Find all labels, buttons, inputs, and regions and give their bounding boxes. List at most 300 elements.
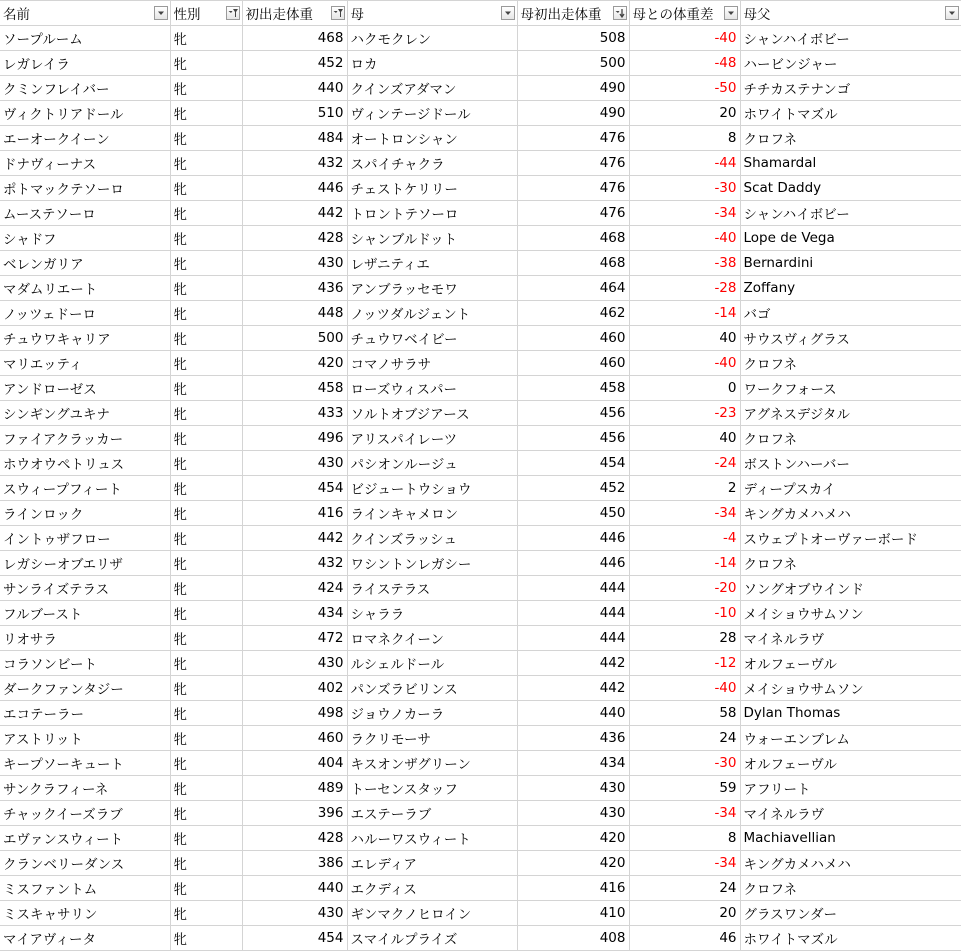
cell-sex[interactable]: 牝 [170,126,242,151]
table-row [0,651,961,676]
cell-weight-diff[interactable]: 8 [629,126,740,151]
cell-dam-debut-weight[interactable]: 476 [517,151,629,176]
cell-dam[interactable]: エレディア [347,851,517,876]
cell-debut-weight[interactable]: 489 [242,776,347,801]
cell-weight-diff[interactable]: -40 [629,351,740,376]
header-broodmare-sire[interactable] [740,1,961,26]
cell-broodmare-sire[interactable]: クロフネ [740,876,961,901]
cell-debut-weight[interactable]: 496 [242,426,347,451]
header-dam-debut-weight[interactable] [517,1,629,26]
cell-dam-debut-weight[interactable]: 490 [517,101,629,126]
cell-debut-weight[interactable]: 433 [242,401,347,426]
cell-debut-weight[interactable]: 428 [242,226,347,251]
cell-sex[interactable]: 牝 [170,376,242,401]
cell-broodmare-sire[interactable]: Machiavellian [740,826,961,851]
cell-dam[interactable]: パシオンルージュ [347,451,517,476]
cell-dam[interactable]: クインズアダマン [347,76,517,101]
cell-dam-debut-weight[interactable]: 446 [517,551,629,576]
cell-dam-debut-weight[interactable]: 442 [517,651,629,676]
cell-weight-diff[interactable]: -10 [629,601,740,626]
cell-broodmare-sire[interactable]: Bernardini [740,251,961,276]
cell-name[interactable]: チャックイーズラブ [0,801,170,826]
cell-name[interactable]: キープソーキュート [0,751,170,776]
cell-sex[interactable]: 牝 [170,776,242,801]
cell-weight-diff[interactable]: -14 [629,301,740,326]
cell-weight-diff[interactable]: -4 [629,526,740,551]
table-row [0,51,961,76]
cell-dam[interactable]: スマイルプライズ [347,926,517,951]
cell-weight-diff[interactable]: -44 [629,151,740,176]
cell-name[interactable]: エーオークイーン [0,126,170,151]
header-label: 母初出走体重 [520,7,602,23]
cell-debut-weight[interactable]: 430 [242,251,347,276]
filter-dropdown-icon[interactable] [154,6,168,20]
cell-name[interactable]: ドナヴィーナス [0,151,170,176]
cell-debut-weight[interactable]: 420 [242,351,347,376]
table-row [0,776,961,801]
cell-sex[interactable]: 牝 [170,601,242,626]
filter-dropdown-icon[interactable] [501,6,515,20]
cell-sex[interactable]: 牝 [170,301,242,326]
cell-debut-weight[interactable]: 460 [242,726,347,751]
cell-dam-debut-weight[interactable]: 476 [517,126,629,151]
cell-name[interactable]: マダムリエート [0,276,170,301]
cell-dam-debut-weight[interactable]: 430 [517,776,629,801]
cell-name[interactable]: ソープルーム [0,26,170,51]
cell-dam-debut-weight[interactable]: 462 [517,301,629,326]
cell-debut-weight[interactable]: 442 [242,201,347,226]
cell-debut-weight[interactable]: 454 [242,926,347,951]
cell-debut-weight[interactable]: 510 [242,101,347,126]
cell-weight-diff[interactable]: -50 [629,76,740,101]
cell-dam[interactable]: ラインキャメロン [347,501,517,526]
cell-dam-debut-weight[interactable]: 476 [517,176,629,201]
cell-dam-debut-weight[interactable]: 460 [517,326,629,351]
cell-weight-diff[interactable]: 46 [629,926,740,951]
cell-dam[interactable]: エクディス [347,876,517,901]
cell-name[interactable]: ファイアクラッカー [0,426,170,451]
cell-sex[interactable]: 牝 [170,726,242,751]
cell-debut-weight[interactable]: 416 [242,501,347,526]
cell-sex[interactable]: 牝 [170,701,242,726]
cell-sex[interactable]: 牝 [170,676,242,701]
cell-broodmare-sire[interactable]: ホワイトマズル [740,926,961,951]
cell-weight-diff[interactable]: -28 [629,276,740,301]
cell-name[interactable]: サンクラフィーネ [0,776,170,801]
cell-sex[interactable]: 牝 [170,451,242,476]
cell-name[interactable]: コラソンビート [0,651,170,676]
cell-dam[interactable]: エステーラブ [347,801,517,826]
cell-dam-debut-weight[interactable]: 436 [517,726,629,751]
cell-dam-debut-weight[interactable]: 476 [517,201,629,226]
cell-dam-debut-weight[interactable]: 500 [517,51,629,76]
cell-sex[interactable]: 牝 [170,876,242,901]
table-row [0,251,961,276]
cell-dam-debut-weight[interactable]: 416 [517,876,629,901]
cell-sex[interactable]: 牝 [170,851,242,876]
cell-weight-diff[interactable]: -40 [629,676,740,701]
cell-debut-weight[interactable]: 386 [242,851,347,876]
table-row [0,526,961,551]
cell-broodmare-sire[interactable]: Dylan Thomas [740,701,961,726]
cell-dam-debut-weight[interactable]: 468 [517,251,629,276]
cell-debut-weight[interactable]: 404 [242,751,347,776]
cell-dam[interactable]: ヴィンテージドール [347,101,517,126]
table-row [0,76,961,101]
cell-broodmare-sire[interactable]: クロフネ [740,551,961,576]
table-row [0,451,961,476]
cell-name[interactable]: スウィープフィート [0,476,170,501]
cell-debut-weight[interactable]: 396 [242,801,347,826]
cell-broodmare-sire[interactable]: ワークフォース [740,376,961,401]
cell-broodmare-sire[interactable]: Zoffany [740,276,961,301]
cell-sex[interactable]: 牝 [170,576,242,601]
cell-weight-diff[interactable]: -34 [629,201,740,226]
cell-broodmare-sire[interactable]: グラスワンダー [740,901,961,926]
cell-dam-debut-weight[interactable]: 460 [517,351,629,376]
filter-dropdown-icon[interactable] [724,6,738,20]
cell-debut-weight[interactable]: 424 [242,576,347,601]
cell-debut-weight[interactable]: 428 [242,826,347,851]
cell-dam[interactable]: チェストケリリー [347,176,517,201]
header-label: 名前 [3,7,30,23]
cell-weight-diff[interactable]: 8 [629,826,740,851]
table-row [0,626,961,651]
cell-sex[interactable]: 牝 [170,426,242,451]
cell-dam-debut-weight[interactable]: 442 [517,676,629,701]
cell-dam[interactable]: クインズラッシュ [347,526,517,551]
cell-name[interactable]: イントゥザフロー [0,526,170,551]
cell-dam-debut-weight[interactable]: 456 [517,426,629,451]
cell-weight-diff[interactable]: -12 [629,651,740,676]
cell-dam[interactable]: ロマネクイーン [347,626,517,651]
cell-broodmare-sire[interactable]: チチカステナンゴ [740,76,961,101]
cell-debut-weight[interactable]: 442 [242,526,347,551]
table-row [0,426,961,451]
table-row [0,701,961,726]
cell-dam[interactable]: アンブラッセモワ [347,276,517,301]
cell-dam[interactable]: ジョウノカーラ [347,701,517,726]
cell-dam[interactable]: ビジュートウショウ [347,476,517,501]
cell-dam-debut-weight[interactable]: 446 [517,526,629,551]
cell-sex[interactable]: 牝 [170,326,242,351]
cell-name[interactable]: シャドフ [0,226,170,251]
cell-weight-diff[interactable]: -38 [629,251,740,276]
cell-debut-weight[interactable]: 458 [242,376,347,401]
cell-name[interactable]: ベレンガリア [0,251,170,276]
cell-weight-diff[interactable]: 2 [629,476,740,501]
cell-dam[interactable]: ライステラス [347,576,517,601]
cell-debut-weight[interactable]: 430 [242,451,347,476]
cell-sex[interactable]: 牝 [170,826,242,851]
cell-dam-debut-weight[interactable]: 444 [517,601,629,626]
table-row [0,801,961,826]
cell-broodmare-sire[interactable]: バゴ [740,301,961,326]
header-dam[interactable] [347,1,517,26]
cell-weight-diff[interactable]: 20 [629,101,740,126]
header-row [0,1,961,26]
cell-debut-weight[interactable]: 500 [242,326,347,351]
cell-broodmare-sire[interactable]: オルフェーヴル [740,651,961,676]
cell-weight-diff[interactable]: -30 [629,751,740,776]
cell-sex[interactable]: 牝 [170,651,242,676]
cell-debut-weight[interactable]: 498 [242,701,347,726]
cell-sex[interactable]: 牝 [170,176,242,201]
cell-broodmare-sire[interactable]: キングカメハメハ [740,501,961,526]
cell-debut-weight[interactable]: 448 [242,301,347,326]
cell-broodmare-sire[interactable]: メイショウサムソン [740,676,961,701]
header-sex[interactable] [170,1,242,26]
cell-weight-diff[interactable]: 24 [629,726,740,751]
cell-debut-weight[interactable]: 484 [242,126,347,151]
cell-name[interactable]: ノッツェドーロ [0,301,170,326]
cell-debut-weight[interactable]: 402 [242,676,347,701]
cell-sex[interactable]: 牝 [170,251,242,276]
cell-debut-weight[interactable]: 440 [242,76,347,101]
cell-broodmare-sire[interactable]: シャンハイボビー [740,26,961,51]
cell-dam[interactable]: ノッツダルジェント [347,301,517,326]
cell-broodmare-sire[interactable]: スウェプトオーヴァーボード [740,526,961,551]
cell-dam-debut-weight[interactable]: 468 [517,226,629,251]
cell-sex[interactable]: 牝 [170,501,242,526]
cell-weight-diff[interactable]: -20 [629,576,740,601]
cell-sex[interactable]: 牝 [170,626,242,651]
table-row [0,276,961,301]
cell-dam-debut-weight[interactable]: 410 [517,901,629,926]
cell-debut-weight[interactable]: 454 [242,476,347,501]
cell-debut-weight[interactable]: 468 [242,26,347,51]
header-label: 母父 [743,7,771,23]
cell-broodmare-sire[interactable]: ソングオブウインド [740,576,961,601]
cell-sex[interactable]: 牝 [170,226,242,251]
cell-sex[interactable]: 牝 [170,801,242,826]
cell-sex[interactable]: 牝 [170,26,242,51]
cell-weight-diff[interactable]: -34 [629,851,740,876]
cell-name[interactable]: アンドローゼス [0,376,170,401]
cell-weight-diff[interactable]: -40 [629,26,740,51]
cell-broodmare-sire[interactable]: サウスヴィグラス [740,326,961,351]
cell-name[interactable]: シンギングユキナ [0,401,170,426]
cell-dam[interactable]: ハクモクレン [347,26,517,51]
cell-broodmare-sire[interactable]: クロフネ [740,426,961,451]
cell-broodmare-sire[interactable]: Scat Daddy [740,176,961,201]
cell-dam-debut-weight[interactable]: 440 [517,701,629,726]
cell-name[interactable]: マイアヴィータ [0,926,170,951]
cell-name[interactable]: エヴァンスウィート [0,826,170,851]
cell-weight-diff[interactable]: 59 [629,776,740,801]
header-name[interactable] [0,1,170,26]
cell-broodmare-sire[interactable]: オルフェーヴル [740,751,961,776]
cell-weight-diff[interactable]: 0 [629,376,740,401]
cell-dam[interactable]: ロカ [347,51,517,76]
table-row [0,476,961,501]
cell-sex[interactable]: 牝 [170,101,242,126]
cell-name[interactable]: ポトマックテソーロ [0,176,170,201]
cell-sex[interactable]: 牝 [170,51,242,76]
cell-name[interactable]: エコテーラー [0,701,170,726]
cell-dam-debut-weight[interactable]: 444 [517,576,629,601]
cell-dam[interactable]: パンズラビリンス [347,676,517,701]
table-row [0,326,961,351]
filter-applied-icon[interactable] [331,6,345,20]
cell-weight-diff[interactable]: 40 [629,326,740,351]
filter-applied-icon[interactable] [226,6,240,20]
cell-weight-diff[interactable]: 40 [629,426,740,451]
cell-broodmare-sire[interactable]: ボストンハーバー [740,451,961,476]
table-row [0,551,961,576]
cell-broodmare-sire[interactable]: マイネルラヴ [740,626,961,651]
cell-dam-debut-weight[interactable]: 508 [517,26,629,51]
cell-broodmare-sire[interactable]: ディープスカイ [740,476,961,501]
cell-debut-weight[interactable]: 436 [242,276,347,301]
cell-weight-diff[interactable]: -14 [629,551,740,576]
cell-broodmare-sire[interactable]: ウォーエンブレム [740,726,961,751]
cell-weight-diff[interactable]: -34 [629,801,740,826]
cell-broodmare-sire[interactable]: クロフネ [740,351,961,376]
cell-weight-diff[interactable]: -24 [629,451,740,476]
header-debut-weight[interactable] [242,1,347,26]
cell-weight-diff[interactable]: 58 [629,701,740,726]
cell-sex[interactable]: 牝 [170,401,242,426]
cell-broodmare-sire[interactable]: クロフネ [740,126,961,151]
cell-weight-diff[interactable]: 28 [629,626,740,651]
cell-sex[interactable]: 牝 [170,901,242,926]
cell-name[interactable]: レガレイラ [0,51,170,76]
cell-weight-diff[interactable]: -34 [629,501,740,526]
cell-name[interactable]: アストリット [0,726,170,751]
cell-broodmare-sire[interactable]: マイネルラヴ [740,801,961,826]
cell-dam[interactable]: ハルーワスウィート [347,826,517,851]
cell-sex[interactable]: 牝 [170,926,242,951]
cell-name[interactable]: リオサラ [0,626,170,651]
cell-name[interactable]: レガシーオブエリザ [0,551,170,576]
cell-dam[interactable]: コマノサラサ [347,351,517,376]
cell-name[interactable]: サンライズテラス [0,576,170,601]
sort-descending-icon[interactable] [613,6,627,20]
cell-dam[interactable]: ギンマクノヒロイン [347,901,517,926]
cell-broodmare-sire[interactable]: ホワイトマズル [740,101,961,126]
table-row [0,501,961,526]
header-label: 性別 [173,7,201,23]
cell-name[interactable]: ミスファントム [0,876,170,901]
cell-weight-diff[interactable]: -40 [629,226,740,251]
cell-dam[interactable]: シャンブルドット [347,226,517,251]
cell-dam-debut-weight[interactable]: 464 [517,276,629,301]
cell-dam[interactable]: トロントテソーロ [347,201,517,226]
cell-broodmare-sire[interactable]: Lope de Vega [740,226,961,251]
cell-sex[interactable]: 牝 [170,351,242,376]
cell-broodmare-sire[interactable]: メイショウサムソン [740,601,961,626]
cell-debut-weight[interactable]: 452 [242,51,347,76]
header-weight-diff[interactable] [629,1,740,26]
cell-dam[interactable]: ソルトオブジアース [347,401,517,426]
cell-name[interactable]: ミスキャサリン [0,901,170,926]
filter-dropdown-icon[interactable] [945,6,959,20]
cell-dam[interactable]: アリスパイレーツ [347,426,517,451]
cell-dam[interactable]: シャララ [347,601,517,626]
cell-dam[interactable]: スパイチャクラ [347,151,517,176]
cell-weight-diff[interactable]: -48 [629,51,740,76]
cell-sex[interactable]: 牝 [170,551,242,576]
cell-sex[interactable]: 牝 [170,526,242,551]
cell-debut-weight[interactable]: 434 [242,601,347,626]
cell-dam-debut-weight[interactable]: 458 [517,376,629,401]
cell-dam[interactable]: オートロンシャン [347,126,517,151]
cell-weight-diff[interactable]: 20 [629,901,740,926]
cell-dam-debut-weight[interactable]: 430 [517,801,629,826]
cell-debut-weight[interactable]: 432 [242,551,347,576]
cell-name[interactable]: ムーステソーロ [0,201,170,226]
header-label: 母との体重差 [632,7,714,23]
cell-dam[interactable]: キスオンザグリーン [347,751,517,776]
cell-weight-diff[interactable]: -23 [629,401,740,426]
table-row [0,176,961,201]
cell-broodmare-sire[interactable]: キングカメハメハ [740,851,961,876]
cell-debut-weight[interactable]: 430 [242,901,347,926]
cell-sex[interactable]: 牝 [170,751,242,776]
cell-name[interactable]: クランベリーダンス [0,851,170,876]
cell-broodmare-sire[interactable]: アグネスデジタル [740,401,961,426]
cell-dam-debut-weight[interactable]: 444 [517,626,629,651]
cell-broodmare-sire[interactable]: ハービンジャー [740,51,961,76]
cell-weight-diff[interactable]: -30 [629,176,740,201]
cell-dam[interactable]: ワシントンレガシー [347,551,517,576]
cell-dam-debut-weight[interactable]: 454 [517,451,629,476]
cell-dam[interactable]: レザニティエ [347,251,517,276]
cell-dam-debut-weight[interactable]: 420 [517,826,629,851]
cell-dam-debut-weight[interactable]: 420 [517,851,629,876]
cell-dam-debut-weight[interactable]: 490 [517,76,629,101]
cell-name[interactable]: ホウオウペトリュス [0,451,170,476]
cell-name[interactable]: チュウワキャリア [0,326,170,351]
cell-dam[interactable]: ローズウィスパー [347,376,517,401]
cell-debut-weight[interactable]: 430 [242,651,347,676]
cell-sex[interactable]: 牝 [170,276,242,301]
cell-dam[interactable]: ルシェルドール [347,651,517,676]
cell-sex[interactable]: 牝 [170,76,242,101]
cell-dam[interactable]: チュウワベイビー [347,326,517,351]
cell-name[interactable]: ヴィクトリアドール [0,101,170,126]
cell-dam-debut-weight[interactable]: 434 [517,751,629,776]
cell-dam[interactable]: トーセンスタッフ [347,776,517,801]
header-label: 母 [350,7,364,23]
table-row [0,401,961,426]
cell-sex[interactable]: 牝 [170,151,242,176]
cell-weight-diff[interactable]: 24 [629,876,740,901]
cell-dam[interactable]: ラクリモーサ [347,726,517,751]
cell-name[interactable]: クミンフレイバー [0,76,170,101]
cell-name[interactable]: フルブースト [0,601,170,626]
table-row [0,851,961,876]
cell-broodmare-sire[interactable]: Shamardal [740,151,961,176]
cell-name[interactable]: マリエッティ [0,351,170,376]
cell-debut-weight[interactable]: 440 [242,876,347,901]
cell-name[interactable]: ダークファンタジー [0,676,170,701]
cell-debut-weight[interactable]: 432 [242,151,347,176]
cell-sex[interactable]: 牝 [170,476,242,501]
cell-sex[interactable]: 牝 [170,201,242,226]
table-row [0,926,961,951]
cell-broodmare-sire[interactable]: シャンハイボビー [740,201,961,226]
cell-dam-debut-weight[interactable]: 456 [517,401,629,426]
cell-dam-debut-weight[interactable]: 450 [517,501,629,526]
cell-dam-debut-weight[interactable]: 408 [517,926,629,951]
cell-debut-weight[interactable]: 472 [242,626,347,651]
cell-debut-weight[interactable]: 446 [242,176,347,201]
cell-dam-debut-weight[interactable]: 452 [517,476,629,501]
cell-name[interactable]: ラインロック [0,501,170,526]
cell-broodmare-sire[interactable]: アフリート [740,776,961,801]
